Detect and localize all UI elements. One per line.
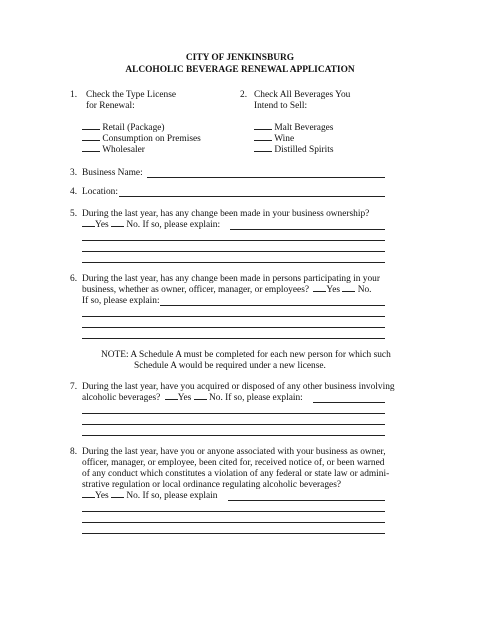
q2-option-spirits[interactable]: Distilled Spirits <box>254 145 333 156</box>
checkbox-blank[interactable] <box>82 129 100 130</box>
location-label: Location: <box>82 187 118 197</box>
q1-label-line2: for Renewal: <box>86 101 135 111</box>
q2-label-line2: Intend to Sell: <box>254 101 308 111</box>
q2-option-malt[interactable]: Malt Beverages <box>254 123 333 134</box>
q5-no-blank[interactable] <box>111 226 124 227</box>
q6-text-line1: During the last year, has any change been made in persons participating in your <box>82 274 380 284</box>
q6-explain-field[interactable] <box>160 305 385 306</box>
q6-text-line2: business, whether as owner, officer, manager, or employees? Yes No. <box>82 285 372 295</box>
city-title: CITY OF JENKINSBURG <box>185 53 295 63</box>
q5-yes-blank[interactable] <box>82 226 95 227</box>
q2-option-wine[interactable]: Wine <box>254 134 294 145</box>
q1-option-consumption[interactable]: Consumption on Premises <box>82 134 201 145</box>
q5-number: 5. <box>70 209 78 219</box>
location-field[interactable] <box>119 196 385 197</box>
q8-explain-line[interactable] <box>82 511 385 512</box>
q6-explain-label: If so, please explain: <box>82 296 160 306</box>
checkbox-blank[interactable] <box>254 140 272 141</box>
note-line2: Schedule A would be required under a new license. <box>134 361 326 371</box>
q5-explain-field[interactable] <box>230 229 385 230</box>
checkbox-blank[interactable] <box>82 140 100 141</box>
q1-option-retail[interactable]: Retail (Package) <box>82 123 165 134</box>
checkbox-blank[interactable] <box>82 151 100 152</box>
q5-explain-line[interactable] <box>82 262 385 263</box>
q6-explain-line[interactable] <box>82 327 385 328</box>
q2-number: 2. <box>240 90 248 100</box>
form-title: ALCOHOLIC BEVERAGE RENEWAL APPLICATION <box>125 65 355 75</box>
q5-text-line1: During the last year, has any change been made in your business ownership? <box>82 209 370 219</box>
q6-no-blank[interactable] <box>342 291 355 292</box>
q6-yes-blank[interactable] <box>313 291 326 292</box>
q7-explain-line[interactable] <box>82 413 385 414</box>
q7-explain-line[interactable] <box>82 424 385 425</box>
q7-explain-field[interactable] <box>313 402 385 403</box>
checkbox-blank[interactable] <box>254 151 272 152</box>
q6-explain-line[interactable] <box>82 316 385 317</box>
note-line1: NOTE: A Schedule A must be completed for each new person for which such <box>101 350 391 360</box>
checkbox-blank[interactable] <box>254 129 272 130</box>
q1-number: 1. <box>70 90 78 100</box>
q7-number: 7. <box>70 382 78 392</box>
q5-explain-line[interactable] <box>82 251 385 252</box>
q6-explain-line[interactable] <box>82 338 385 339</box>
q8-explain-line[interactable] <box>82 533 385 534</box>
q7-yes-blank[interactable] <box>165 399 178 400</box>
q1-option-wholesaler[interactable]: Wholesaler <box>82 145 145 156</box>
q8-no-blank[interactable] <box>111 497 124 498</box>
q8-explain-line[interactable] <box>82 522 385 523</box>
q4-number: 4. <box>70 187 78 197</box>
q8-number: 8. <box>70 447 78 457</box>
q8-text-line3: of any conduct which constitutes a violation of any federal or state law or admini- <box>82 469 390 479</box>
q1-label-line1: Check the Type License <box>86 90 177 100</box>
q2-label-line1: Check All Beverages You <box>254 90 351 100</box>
q8-explain-field[interactable] <box>228 500 385 501</box>
q8-text-line4: strative regulation or local ordinance regulating alcoholic beverages? <box>82 480 342 490</box>
business-name-field[interactable] <box>147 177 385 178</box>
q3-number: 3. <box>70 168 78 178</box>
business-name-label: Business Name: <box>82 168 143 178</box>
q5-answer-line: Yes No. If so, please explain: <box>82 220 220 231</box>
q8-text-line2: officer, manager, or employee, been cited for, received notice of, or been warned <box>82 458 385 468</box>
q8-text-line1: During the last year, have you or anyone associated with your business as owner, <box>82 447 386 457</box>
q7-no-blank[interactable] <box>194 399 207 400</box>
q7-text-line2: alcoholic beverages? Yes No. If so, please explain: <box>82 393 303 403</box>
q6-number: 6. <box>70 274 78 284</box>
q5-explain-line[interactable] <box>82 240 385 241</box>
q7-text-line1: During the last year, have you acquired or disposed of any other business involving <box>82 382 395 392</box>
q8-yes-blank[interactable] <box>82 497 95 498</box>
q8-answer-line: Yes No. If so, please explain <box>82 491 217 502</box>
q7-explain-line[interactable] <box>82 435 385 436</box>
